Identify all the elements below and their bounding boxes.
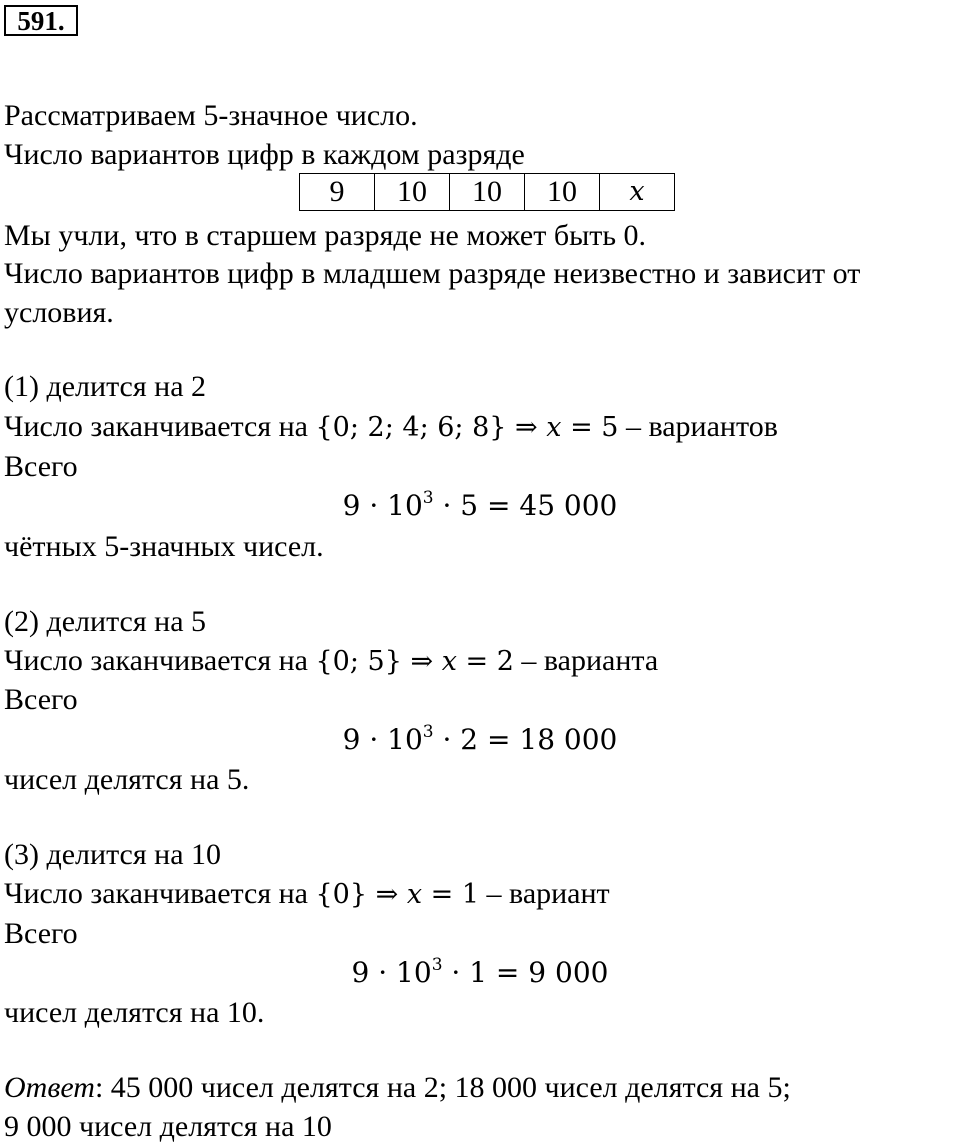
case-1-ending [4, 410, 778, 445]
implies-arrow: ⇒ [367, 879, 407, 910]
formula-right: · 5 = 45 000 [433, 489, 618, 522]
formula-left: 9 · 10 [351, 956, 432, 989]
ending-prefix: Число заканчивается на [4, 877, 316, 910]
variable-value: = 5 [561, 412, 619, 443]
case-2-total-label: Всего [4, 683, 78, 716]
case-1-heading: (1) делится на 2 [4, 370, 207, 403]
case-2-conclusion: чисел делятся на 5. [4, 763, 250, 796]
formula-exponent: 3 [431, 955, 443, 975]
case-3-ending [4, 877, 610, 912]
intro-line-2: Число вариантов цифр в каждом разряде [4, 138, 525, 171]
digit-cell: 10 [525, 174, 600, 211]
variable-x: x [546, 412, 562, 443]
intro-line-1: Рассматриваем 5-значное число. [4, 99, 418, 132]
implies-arrow: ⇒ [506, 412, 547, 443]
answer-line-1 [4, 1071, 791, 1105]
digit-cell-unknown: x [600, 174, 675, 211]
ending-suffix: – варианта [513, 644, 659, 677]
note-line-1: Мы учли, что в старшем разряде не может быть 0. [4, 219, 647, 252]
digit-options-table [299, 173, 675, 211]
digit-cell: 10 [450, 174, 525, 211]
answer-text: : 45 000 чисел делятся на 2; 18 000 чисел делятся на 5; [94, 1071, 791, 1104]
case-1-conclusion: чётных 5-значных чисел. [4, 530, 324, 563]
formula-right: · 2 = 18 000 [433, 723, 618, 756]
note-line-3: условия. [4, 296, 114, 329]
formula-left: 9 · 10 [342, 723, 423, 756]
ending-suffix: – вариант [479, 877, 610, 910]
digit-set: {0; 2; 4; 6; 8} [315, 412, 507, 443]
ending-suffix: – вариантов [618, 410, 778, 443]
formula-exponent: 3 [422, 722, 434, 742]
case-3-total-label: Всего [4, 917, 78, 950]
problem-number: 591. [4, 5, 78, 36]
answer-label: Ответ [4, 1071, 95, 1104]
variable-x: x [441, 646, 457, 677]
case-2-heading: (2) делится на 5 [4, 605, 207, 638]
case-3-heading: (3) делится на 10 [4, 838, 222, 871]
digit-cell: 9 [300, 174, 375, 211]
ending-prefix: Число заканчивается на [4, 644, 316, 677]
digit-cell: 10 [375, 174, 450, 211]
formula-right: · 1 = 9 000 [442, 956, 609, 989]
note-line-2: Число вариантов цифр в младшем разряде неизвестно и зависит от [4, 257, 861, 290]
variable-value: = 1 [422, 879, 480, 910]
case-2-formula [0, 723, 960, 757]
digit-set: {0} [315, 879, 368, 910]
case-2-ending [4, 644, 658, 679]
implies-arrow: ⇒ [401, 646, 442, 677]
variable-x: x [406, 879, 423, 910]
case-3-conclusion: чисел делятся на 10. [4, 996, 265, 1029]
case-3-formula [0, 956, 960, 990]
case-1-formula [0, 489, 960, 523]
case-1-total-label: Всего [4, 450, 78, 483]
digit-set: {0; 5} [315, 646, 402, 677]
answer-line-2: 9 000 чисел делятся на 10 [4, 1110, 332, 1143]
formula-left: 9 · 10 [342, 489, 423, 522]
variable-value: = 2 [456, 646, 514, 677]
formula-exponent: 3 [422, 488, 434, 508]
ending-prefix: Число заканчивается на [4, 410, 316, 443]
